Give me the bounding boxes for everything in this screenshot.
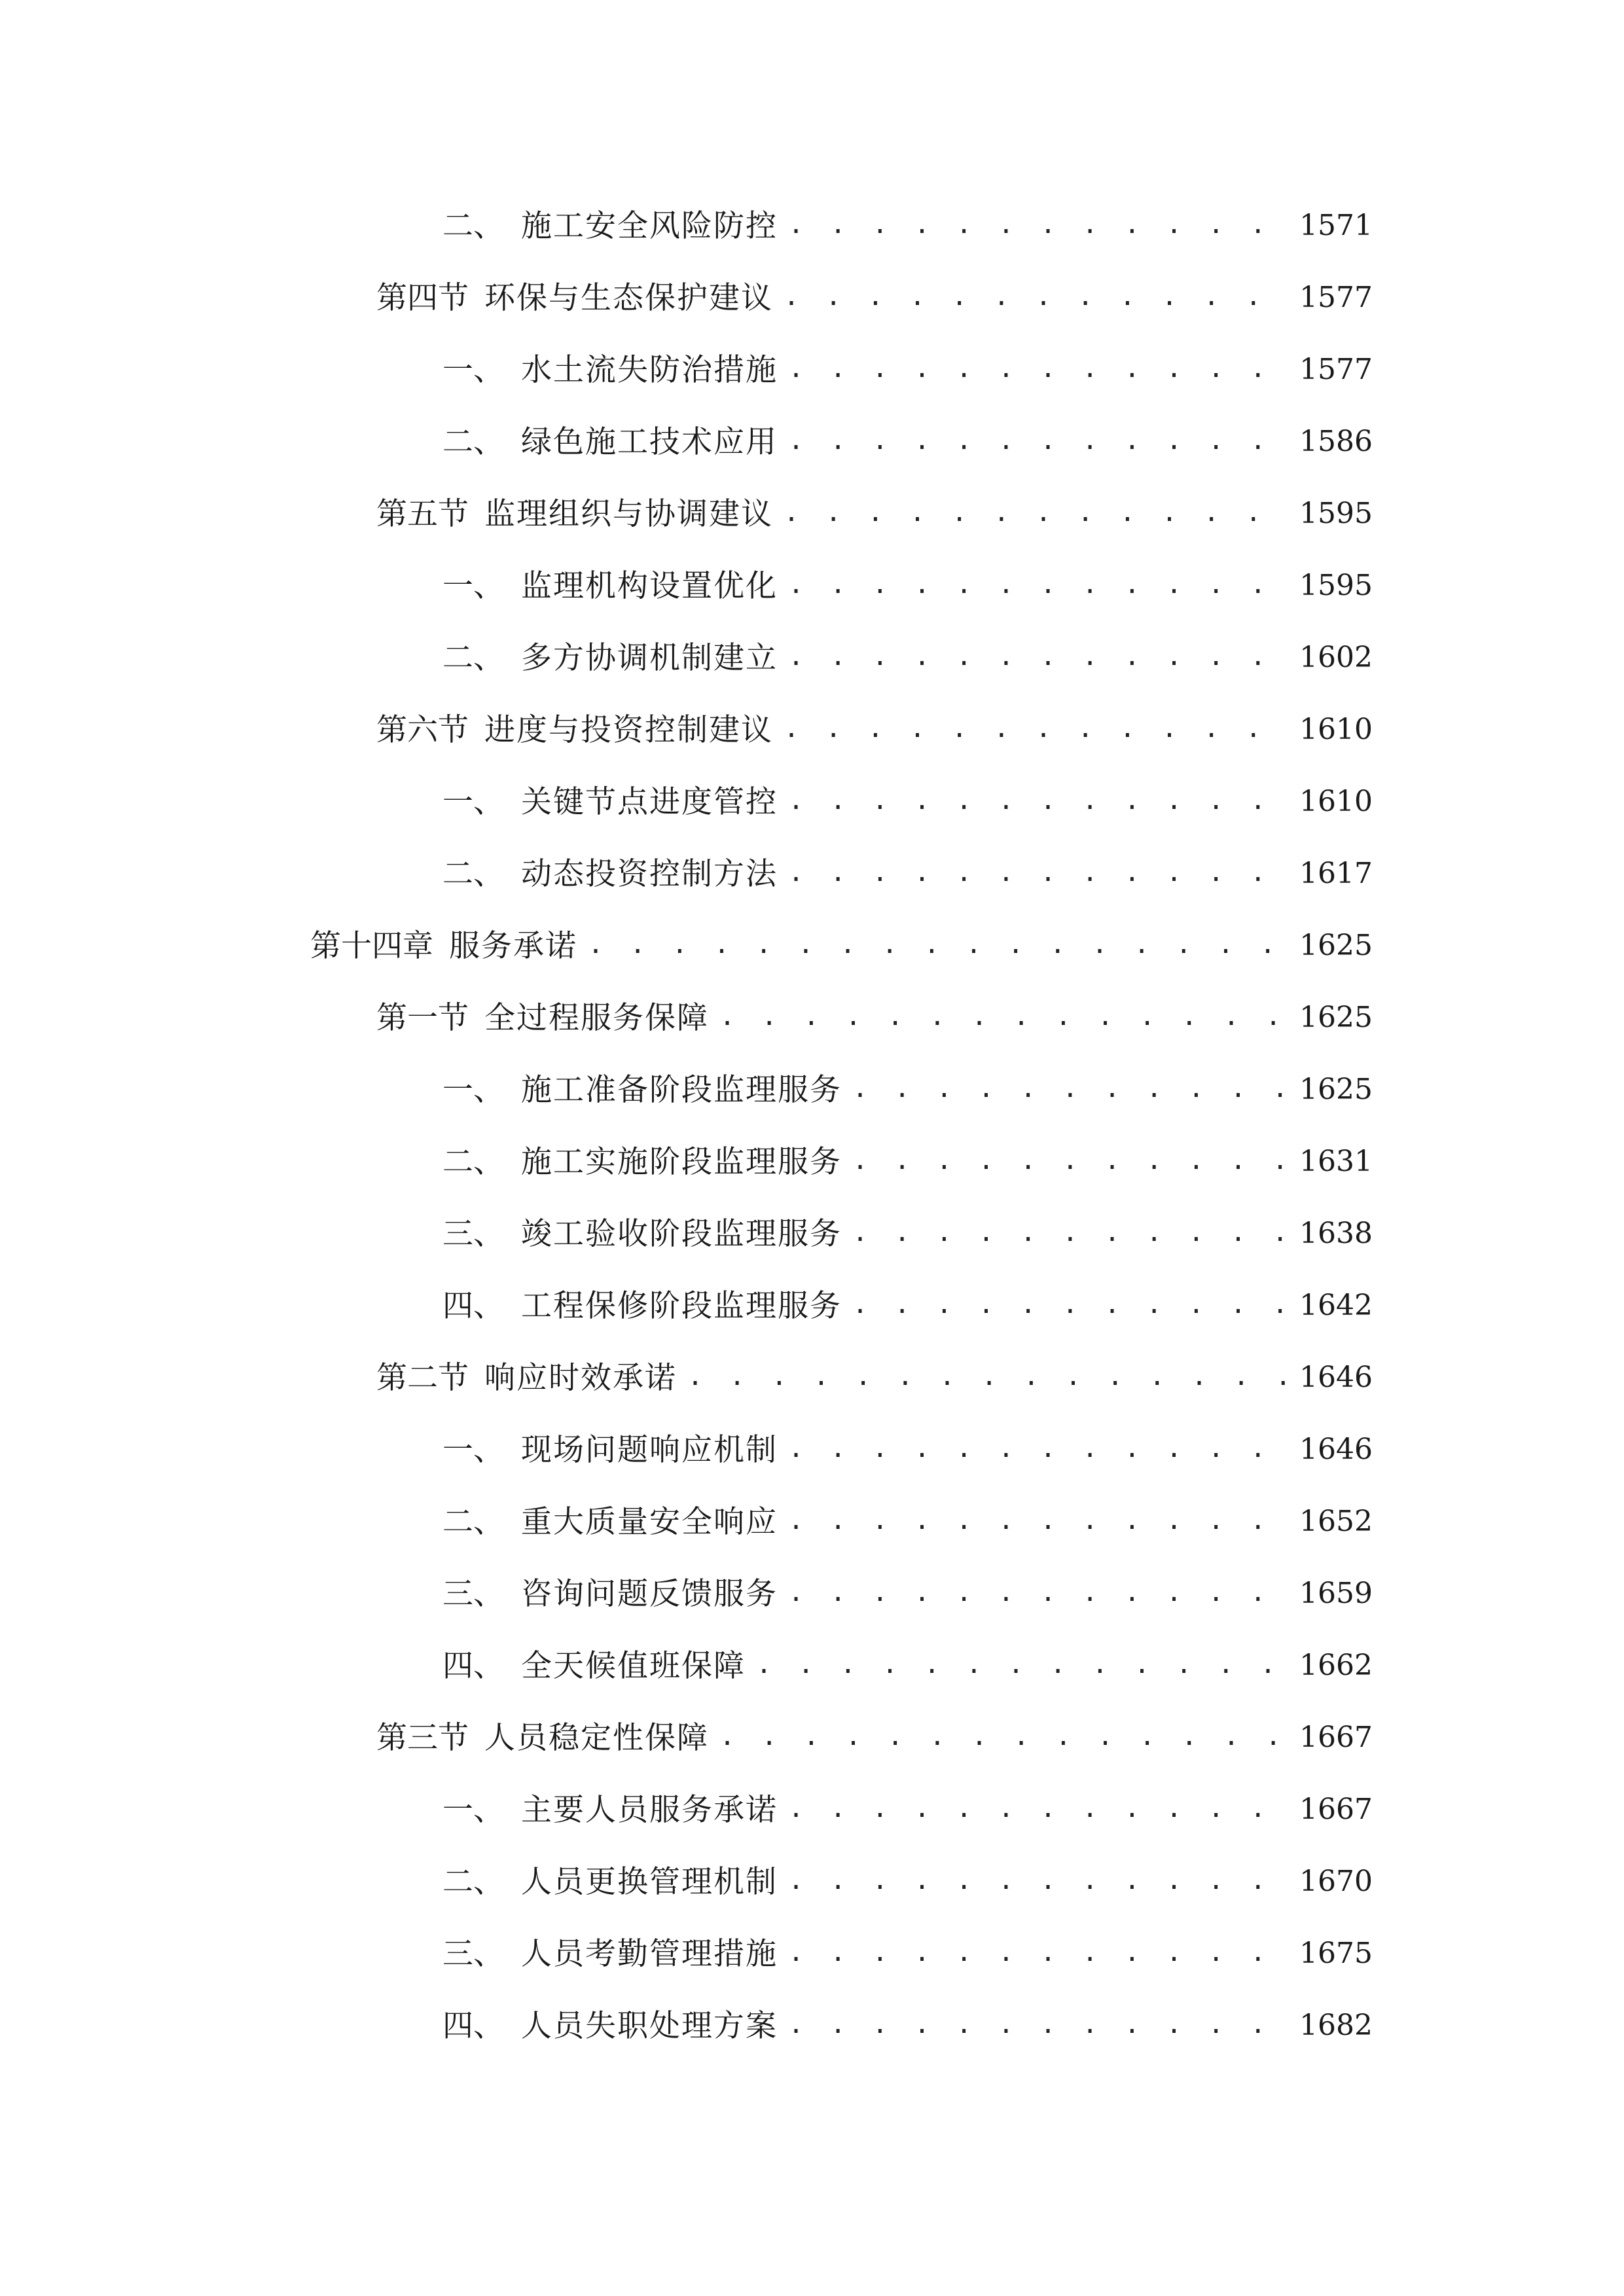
toc-entry-number: 第十四章: [310, 927, 433, 964]
dot-leader: [687, 1363, 1289, 1390]
dot-leader: [756, 1651, 1289, 1677]
toc-entry-line: [442, 1846, 1373, 1918]
dot-leader: [788, 1939, 1289, 1965]
toc-entry[interactable]: [0, 262, 1624, 334]
toc-entry-title: 进度与投资控制建议: [484, 711, 773, 748]
toc-entry-title: 绿色施工技术应用: [521, 423, 778, 460]
dot-leader: [788, 2011, 1289, 2037]
toc-entry-number: 一、: [442, 351, 504, 388]
toc-entry[interactable]: [0, 766, 1624, 838]
toc-entry-number: 三、: [442, 1575, 504, 1612]
toc-entry-page-number: 1652: [1299, 1505, 1373, 1538]
toc-entry-title: 施工安全风险防控: [521, 207, 778, 244]
toc-entry-page-number: 1667: [1299, 1721, 1373, 1754]
toc-entry-page-number: 1610: [1299, 785, 1373, 818]
toc-entry-page-number: 1646: [1299, 1361, 1373, 1394]
toc-entry[interactable]: [0, 190, 1624, 262]
toc-entry[interactable]: [0, 910, 1624, 982]
toc-entry-line: [442, 1198, 1373, 1270]
toc-entry-line: [376, 694, 1373, 766]
toc-entry-page-number: 1602: [1299, 641, 1373, 674]
toc-entry[interactable]: [0, 1990, 1624, 2062]
dot-leader: [788, 1867, 1289, 1893]
toc-entry-number: 二、: [442, 1143, 504, 1180]
toc-entry-page-number: 1638: [1299, 1217, 1373, 1250]
toc-entry[interactable]: [0, 1198, 1624, 1270]
dot-leader: [788, 211, 1289, 238]
toc-entry-line: [442, 1270, 1373, 1342]
toc-entry-line: [376, 982, 1373, 1054]
toc-entry-number: 第一节: [376, 999, 469, 1036]
toc-entry-title: 人员失职处理方案: [521, 2007, 778, 2044]
dot-leader: [788, 1795, 1289, 1821]
dot-leader: [852, 1219, 1289, 1246]
toc-entry-number: 第四节: [376, 279, 469, 316]
toc-entry[interactable]: [0, 838, 1624, 910]
dot-leader: [788, 1507, 1289, 1534]
toc-entry[interactable]: [0, 406, 1624, 478]
toc-entry-line: [376, 478, 1373, 550]
dot-leader: [784, 283, 1289, 310]
toc-entry-title: 人员稳定性保障: [484, 1719, 709, 1756]
toc-entry-number: 第六节: [376, 711, 469, 748]
toc-entry-number: 二、: [442, 639, 504, 676]
toc-entry[interactable]: [0, 622, 1624, 694]
toc-entry-number: 第三节: [376, 1719, 469, 1756]
toc-entry[interactable]: [0, 1774, 1624, 1846]
toc-entry-page-number: 1595: [1299, 497, 1373, 530]
toc-entry[interactable]: [0, 478, 1624, 550]
toc-entry-line: [442, 1054, 1373, 1126]
toc-entry-number: 四、: [442, 1647, 504, 1684]
toc-entry-page-number: 1625: [1299, 1001, 1373, 1034]
toc-entry[interactable]: [0, 1558, 1624, 1630]
dot-leader: [588, 931, 1289, 958]
toc-entry-number: 三、: [442, 1215, 504, 1252]
toc-entry[interactable]: [0, 1414, 1624, 1486]
dot-leader: [852, 1075, 1289, 1102]
toc-entry-number: 四、: [442, 2007, 504, 2044]
toc-entry-title: 工程保修阶段监理服务: [521, 1287, 842, 1324]
toc-entry-title: 水土流失防治措施: [521, 351, 778, 388]
dot-leader: [788, 1579, 1289, 1605]
toc-entry-number: 二、: [442, 423, 504, 460]
toc-entry-line: [442, 334, 1373, 406]
toc-entry-line: [442, 1990, 1373, 2062]
toc-entry-title: 重大质量安全响应: [521, 1503, 778, 1540]
dot-leader: [719, 1723, 1289, 1749]
toc-entry[interactable]: [0, 1486, 1624, 1558]
toc-entry-number: 三、: [442, 1935, 504, 1972]
toc-entry-line: [442, 550, 1373, 622]
toc-entry[interactable]: [0, 1702, 1624, 1774]
toc-entry-number: 二、: [442, 855, 504, 892]
table-of-contents: [0, 190, 1624, 2062]
toc-entry-page-number: 1595: [1299, 569, 1373, 602]
toc-entry-page-number: 1625: [1299, 929, 1373, 962]
toc-entry-line: [442, 406, 1373, 478]
toc-entry-line: [442, 838, 1373, 910]
toc-entry-number: 一、: [442, 1071, 504, 1108]
toc-entry-page-number: 1670: [1299, 1865, 1373, 1898]
dot-leader: [788, 859, 1289, 886]
dot-leader: [788, 355, 1289, 382]
toc-entry-number: 第二节: [376, 1359, 469, 1396]
toc-entry-line: [442, 1630, 1373, 1702]
toc-entry-line: [442, 1414, 1373, 1486]
toc-entry-number: 一、: [442, 1791, 504, 1828]
toc-entry-title: 竣工验收阶段监理服务: [521, 1215, 842, 1252]
toc-entry-line: [442, 1918, 1373, 1990]
dot-leader: [852, 1291, 1289, 1318]
toc-entry-title: 多方协调机制建立: [521, 639, 778, 676]
toc-entry-page-number: 1682: [1299, 2009, 1373, 2042]
toc-entry-title: 施工实施阶段监理服务: [521, 1143, 842, 1180]
toc-entry-page-number: 1667: [1299, 1793, 1373, 1826]
dot-leader: [784, 499, 1289, 526]
dot-leader: [788, 427, 1289, 454]
toc-entry-page-number: 1662: [1299, 1649, 1373, 1682]
toc-entry-page-number: 1577: [1299, 281, 1373, 314]
toc-entry-line: [310, 910, 1373, 982]
toc-entry-page-number: 1631: [1299, 1145, 1373, 1178]
toc-entry-title: 动态投资控制方法: [521, 855, 778, 892]
toc-entry-number: 一、: [442, 567, 504, 604]
dot-leader: [852, 1147, 1289, 1174]
toc-entry-page-number: 1571: [1299, 209, 1373, 242]
toc-entry-title: 响应时效承诺: [484, 1359, 677, 1396]
toc-entry-title: 人员考勤管理措施: [521, 1935, 778, 1972]
toc-entry[interactable]: [0, 1270, 1624, 1342]
toc-entry-title: 现场问题响应机制: [521, 1431, 778, 1468]
toc-entry-line: [376, 262, 1373, 334]
toc-entry[interactable]: [0, 1630, 1624, 1702]
toc-entry-number: 一、: [442, 783, 504, 820]
dot-leader: [788, 643, 1289, 670]
toc-entry-title: 监理机构设置优化: [521, 567, 778, 604]
toc-entry-title: 环保与生态保护建议: [484, 279, 773, 316]
toc-entry-number: 第五节: [376, 495, 469, 532]
toc-entry-page-number: 1577: [1299, 353, 1373, 386]
toc-entry-line: [442, 1486, 1373, 1558]
toc-entry-title: 主要人员服务承诺: [521, 1791, 778, 1828]
toc-entry-page-number: 1610: [1299, 713, 1373, 746]
toc-entry[interactable]: [0, 334, 1624, 406]
toc-entry-title: 咨询问题反馈服务: [521, 1575, 778, 1612]
toc-entry[interactable]: [0, 1126, 1624, 1198]
toc-entry-number: 二、: [442, 207, 504, 244]
toc-entry-title: 人员更换管理机制: [521, 1863, 778, 1900]
toc-entry[interactable]: [0, 550, 1624, 622]
dot-leader: [788, 1435, 1289, 1462]
dot-leader: [788, 571, 1289, 598]
toc-entry[interactable]: [0, 1918, 1624, 1990]
toc-entry[interactable]: [0, 694, 1624, 766]
toc-entry-page-number: 1646: [1299, 1433, 1373, 1466]
toc-entry[interactable]: [0, 982, 1624, 1054]
dot-leader: [788, 787, 1289, 814]
toc-entry-title: 施工准备阶段监理服务: [521, 1071, 842, 1108]
toc-entry-line: [376, 1342, 1373, 1414]
toc-entry[interactable]: [0, 1846, 1624, 1918]
toc-entry-number: 一、: [442, 1431, 504, 1468]
toc-entry-number: 二、: [442, 1503, 504, 1540]
toc-entry-page-number: 1659: [1299, 1577, 1373, 1610]
toc-entry-line: [442, 1774, 1373, 1846]
toc-entry[interactable]: [0, 1054, 1624, 1126]
toc-entry-page-number: 1642: [1299, 1289, 1373, 1322]
toc-entry-title: 全过程服务保障: [484, 999, 709, 1036]
toc-entry-title: 关键节点进度管控: [521, 783, 778, 820]
toc-entry-line: [442, 190, 1373, 262]
toc-entry-line: [442, 1126, 1373, 1198]
toc-entry-line: [376, 1702, 1373, 1774]
dot-leader: [784, 715, 1289, 742]
toc-entry-line: [442, 766, 1373, 838]
toc-entry-page-number: 1586: [1299, 425, 1373, 458]
dot-leader: [719, 1003, 1289, 1030]
toc-entry-number: 四、: [442, 1287, 504, 1324]
toc-entry-page-number: 1617: [1299, 857, 1373, 890]
toc-entry-page-number: 1625: [1299, 1073, 1373, 1106]
toc-entry-line: [442, 1558, 1373, 1630]
toc-entry-title: 监理组织与协调建议: [484, 495, 773, 532]
toc-entry[interactable]: [0, 1342, 1624, 1414]
toc-entry-number: 二、: [442, 1863, 504, 1900]
toc-entry-title: 全天候值班保障: [521, 1647, 746, 1684]
toc-entry-page-number: 1675: [1299, 1937, 1373, 1970]
toc-entry-title: 服务承诺: [449, 927, 577, 964]
toc-entry-line: [442, 622, 1373, 694]
